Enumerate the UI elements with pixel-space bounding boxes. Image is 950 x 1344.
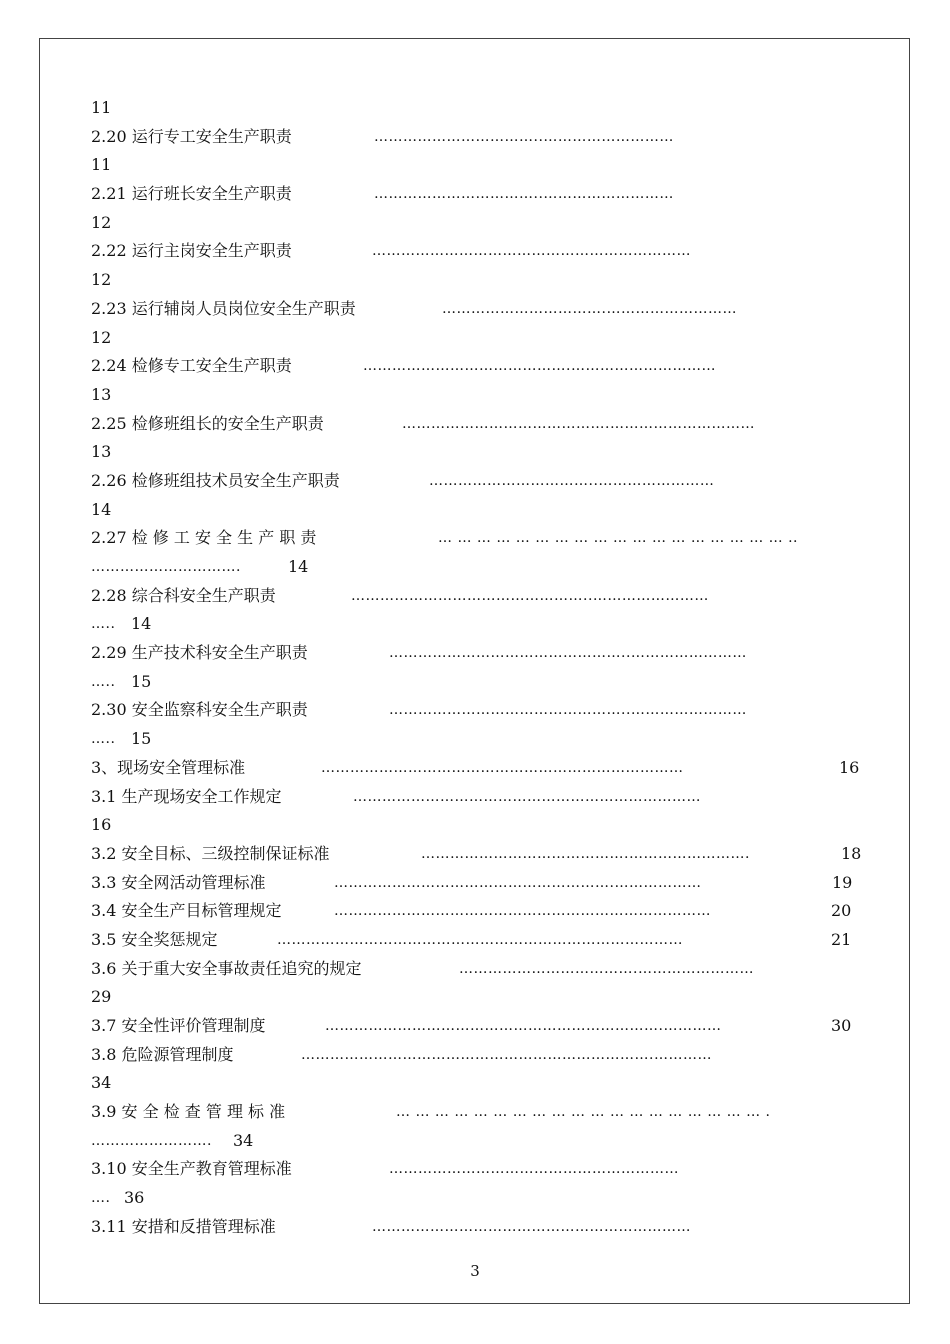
toc-entry-leader: …………………………………………………………	[372, 243, 691, 260]
toc-entry-title: 29	[91, 987, 112, 1007]
toc-entry-title: 11	[91, 98, 112, 117]
toc-entry[interactable]	[91, 151, 861, 180]
toc-entry[interactable]	[91, 352, 861, 381]
toc-entry[interactable]	[91, 1184, 861, 1213]
toc-entry[interactable]	[91, 410, 861, 439]
toc-entry-leader: …………………………………………..……………………	[389, 702, 747, 719]
toc-entry-leader: ……………………………………………………	[389, 1161, 679, 1178]
toc-entry-title: 2.30 安全监察科安全生产职责	[91, 700, 308, 720]
toc-entry-title: 2.29 生产技术科安全生产职责	[91, 643, 308, 663]
toc-entry-leader: …………………………….………………………	[442, 300, 737, 317]
page-number: 3	[470, 1262, 480, 1280]
toc-entry-leader: ………………………………………………………………	[353, 788, 701, 805]
toc-entry[interactable]	[91, 1069, 861, 1098]
toc-entry[interactable]	[91, 324, 861, 353]
toc-entry-leader: … … … … … … … … … … … … … … … … … … ..	[438, 530, 799, 547]
toc-entry-leader: …………………………………….…………………….	[421, 845, 750, 862]
toc-entry[interactable]	[91, 955, 861, 984]
toc-entry-leader: …………………………………….…………………………	[363, 358, 716, 375]
toc-entry[interactable]	[91, 783, 861, 812]
toc-entry-leader: …………………………………………………………………	[321, 759, 684, 776]
toc-entry-title: 3.2 安全目标、三级控制保证标准	[91, 843, 330, 863]
toc-entry-leader: ……………………………………………………………………	[334, 903, 711, 920]
toc-entry-page: 19	[832, 872, 853, 892]
toc-entry-title: 2.25 检修班组长的安全生产职责	[91, 413, 324, 433]
toc-entry-page: 30	[831, 1016, 852, 1035]
toc-entry-title: 12	[91, 270, 112, 290]
toc-entry-title: 3.6 关于重大安全事故责任追究的规定	[91, 958, 362, 978]
toc-entry[interactable]	[91, 1155, 861, 1184]
toc-entry-page: 15	[131, 671, 152, 691]
toc-entry-title: 12	[91, 327, 112, 347]
toc-entry-page: 34	[233, 1130, 254, 1150]
toc-entry-page: 14	[131, 614, 152, 634]
toc-entry[interactable]	[91, 1041, 861, 1070]
toc-entry-title: 3.3 安全网活动管理标准	[91, 872, 266, 892]
toc-entry[interactable]	[91, 725, 861, 754]
toc-entry[interactable]	[91, 869, 861, 898]
toc-entry-page: 15	[131, 729, 152, 749]
toc-entry[interactable]	[91, 209, 861, 238]
toc-entry-title: 2.23 运行辅岗人员岗位安全生产职责	[91, 298, 356, 318]
table-of-contents	[91, 94, 861, 1242]
toc-entry-leader: …………………………………………..……………………	[389, 645, 747, 662]
toc-entry-leader: ……………………………..……………………	[429, 472, 715, 489]
toc-entry-title: 2.22 运行主岗安全生产职责	[91, 241, 292, 261]
toc-entry-leader: ……………………………….……………………	[459, 960, 754, 977]
toc-entry[interactable]	[91, 840, 861, 869]
toc-entry-leader: …………………………………………………………………………	[277, 931, 683, 948]
toc-entry[interactable]	[91, 897, 861, 926]
toc-entry-leader: ………………………………………………….………………	[334, 874, 702, 891]
toc-entry[interactable]	[91, 524, 861, 553]
toc-entry-title: 2.26 检修班组技术员安全生产职责	[91, 470, 340, 490]
toc-entry[interactable]	[91, 639, 861, 668]
toc-entry-title: 3.8 危险源管理制度	[91, 1044, 234, 1064]
toc-entry-leader: ……………………………………………………………….…………	[301, 1046, 712, 1063]
toc-entry[interactable]	[91, 1012, 861, 1041]
toc-entry-title: 12	[91, 212, 112, 232]
toc-entry[interactable]	[91, 237, 861, 266]
toc-entry-title: 2.20 运行专工安全生产职责	[91, 126, 292, 146]
toc-entry-title: 13	[91, 384, 112, 404]
toc-entry[interactable]	[91, 438, 861, 467]
toc-entry-leader: …………………………………………………………….…………	[325, 1018, 722, 1034]
toc-entry-title: 3.9 安 全 检 查 管 理 标 准	[91, 1102, 286, 1122]
toc-entry-leader: ……………………………..………………………	[374, 128, 674, 145]
toc-entry-title: 34	[91, 1073, 112, 1093]
toc-entry-title: 3.5 安全奖惩规定	[91, 929, 218, 949]
toc-entry-leader: …..	[91, 731, 116, 748]
toc-entry[interactable]	[91, 123, 861, 152]
toc-entry[interactable]	[91, 94, 861, 123]
toc-entry[interactable]	[91, 926, 861, 955]
toc-entry[interactable]	[91, 266, 861, 295]
toc-entry-title: 13	[91, 442, 112, 462]
toc-entry-page: 16	[839, 757, 860, 777]
toc-entry-page: 20	[831, 901, 852, 921]
toc-entry[interactable]	[91, 668, 861, 697]
toc-entry[interactable]	[91, 467, 861, 496]
toc-entry-leader: ………………………….	[91, 559, 241, 575]
toc-entry-leader: …..	[91, 616, 116, 633]
toc-entry-title: 2.27 检 修 工 安 全 生 产 职 责	[91, 528, 317, 548]
toc-entry-page: 14	[288, 557, 309, 576]
toc-entry-leader: …..	[91, 673, 116, 690]
toc-entry-title: 2.28 综合科安全生产职责	[91, 585, 276, 605]
toc-entry-leader: ….	[91, 1190, 111, 1207]
toc-entry[interactable]	[91, 180, 861, 209]
toc-entry[interactable]	[91, 1213, 861, 1242]
toc-entry-leader: ……………………………..………………………	[374, 186, 674, 203]
toc-entry[interactable]	[91, 983, 861, 1012]
toc-entry[interactable]	[91, 696, 861, 725]
toc-entry[interactable]	[91, 1098, 861, 1127]
toc-entry-page: 36	[124, 1188, 145, 1208]
toc-entry-title: 3.1 生产现场安全工作规定	[91, 786, 282, 806]
toc-entry-page: 21	[831, 929, 852, 949]
toc-entry[interactable]	[91, 553, 861, 582]
toc-entry-title: 3.11 安措和反措管理标准	[91, 1216, 276, 1236]
toc-entry-page: 18	[841, 843, 861, 863]
toc-entry-title: 16	[91, 815, 112, 835]
toc-entry-leader: …………………………………….…………………………	[402, 415, 755, 432]
toc-entry-title: 3.10 安全生产教育管理标准	[91, 1159, 292, 1179]
toc-entry[interactable]	[91, 381, 861, 410]
toc-entry-leader: …………………………………………..……………………	[351, 587, 709, 604]
toc-entry-title: 3.7 安全性评价管理制度	[91, 1016, 266, 1035]
toc-entry-leader: …………………….	[91, 1132, 212, 1149]
toc-entry-title: 14	[91, 499, 112, 519]
toc-entry-title: 3.4 安全生产目标管理规定	[91, 901, 282, 921]
toc-entry[interactable]	[91, 582, 861, 611]
toc-entry[interactable]	[91, 1127, 861, 1156]
toc-entry[interactable]	[91, 496, 861, 525]
toc-entry-title: 3、现场安全管理标准	[91, 757, 246, 777]
toc-entry[interactable]	[91, 295, 861, 324]
toc-entry-title: 11	[91, 155, 112, 175]
toc-entry-title: 2.24 检修专工安全生产职责	[91, 356, 292, 376]
toc-entry-title: 2.21 运行班长安全生产职责	[91, 184, 292, 204]
toc-entry-leader: … … … … … … … … … … … … … … … … … … … .	[396, 1104, 771, 1121]
toc-entry[interactable]	[91, 754, 861, 783]
toc-entry[interactable]	[91, 610, 861, 639]
toc-entry[interactable]	[91, 811, 861, 840]
toc-entry-leader: …………………………………………………………	[372, 1218, 691, 1235]
